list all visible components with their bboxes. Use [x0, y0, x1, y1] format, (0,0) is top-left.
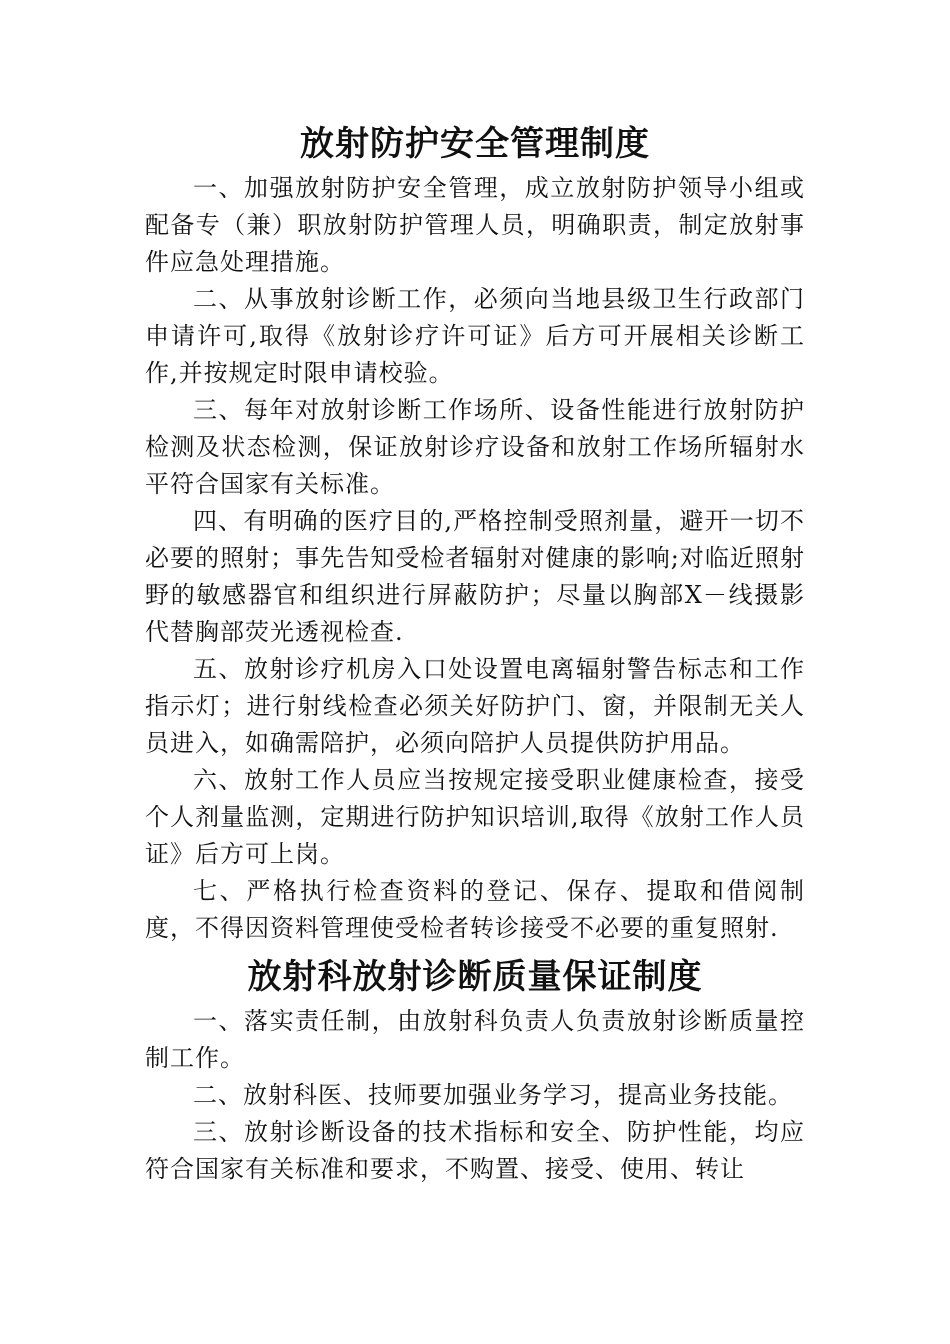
section-1-paragraph-2: 二、从事放射诊断工作，必须向当地县级卫生行政部门申请许可,取得《放射诊疗许可证》后方可开展相关诊断工作,并按规定时限申请校验。 — [145, 285, 805, 387]
section-1-paragraph-5: 五、放射诊疗机房入口处设置电离辐射警告标志和工作指示灯；进行射线检查必须关好防护门、窗，并限制无关人员进入，如确需陪护，必须向陪护人员提供防护用品。 — [145, 655, 805, 757]
section-2-title: 放射科放射诊断质量保证制度 — [247, 957, 703, 997]
document-page — [145, 118, 805, 1188]
section-1-title: 放射防护安全管理制度 — [300, 124, 650, 164]
section-1-paragraph-1: 一、加强放射防护安全管理，成立放射防护领导小组或配备专（兼）职放射防护管理人员，明确职责，制定放射事件应急处理措施。 — [145, 174, 805, 276]
section-1-paragraph-3: 三、每年对放射诊断工作场所、设备性能进行放射防护检测及状态检测，保证放射诊疗设备和放射工作场所辐射水平符合国家有关标准。 — [145, 396, 805, 498]
section-2-paragraph-2: 二、放射科医、技师要加强业务学习，提高业务技能。 — [193, 1081, 793, 1109]
section-2-paragraph-3: 三、放射诊断设备的技术指标和安全、防护性能，均应符合国家有关标准和要求，不购置、接受、使用、转让 — [145, 1118, 805, 1183]
section-1-paragraph-4: 四、有明确的医疗目的,严格控制受照剂量，避开一切不必要的照射；事先告知受检者辐射对健康的影响;对临近照射野的敏感器官和组织进行屏蔽防护；尽量以胸部X－线摄影代替胸部荧光透视检查. — [145, 507, 805, 646]
section-1-paragraph-6: 六、放射工作人员应当按规定接受职业健康检查，接受个人剂量监测，定期进行防护知识培训,取得《放射工作人员证》后方可上岗。 — [145, 766, 805, 868]
section-2-paragraph-1: 一、落实责任制，由放射科负责人负责放射诊断质量控制工作。 — [145, 1007, 805, 1072]
section-1-paragraph-7: 七、严格执行检查资料的登记、保存、提取和借阅制度，不得因资料管理使受检者转诊接受不必要的重复照射. — [145, 877, 805, 942]
